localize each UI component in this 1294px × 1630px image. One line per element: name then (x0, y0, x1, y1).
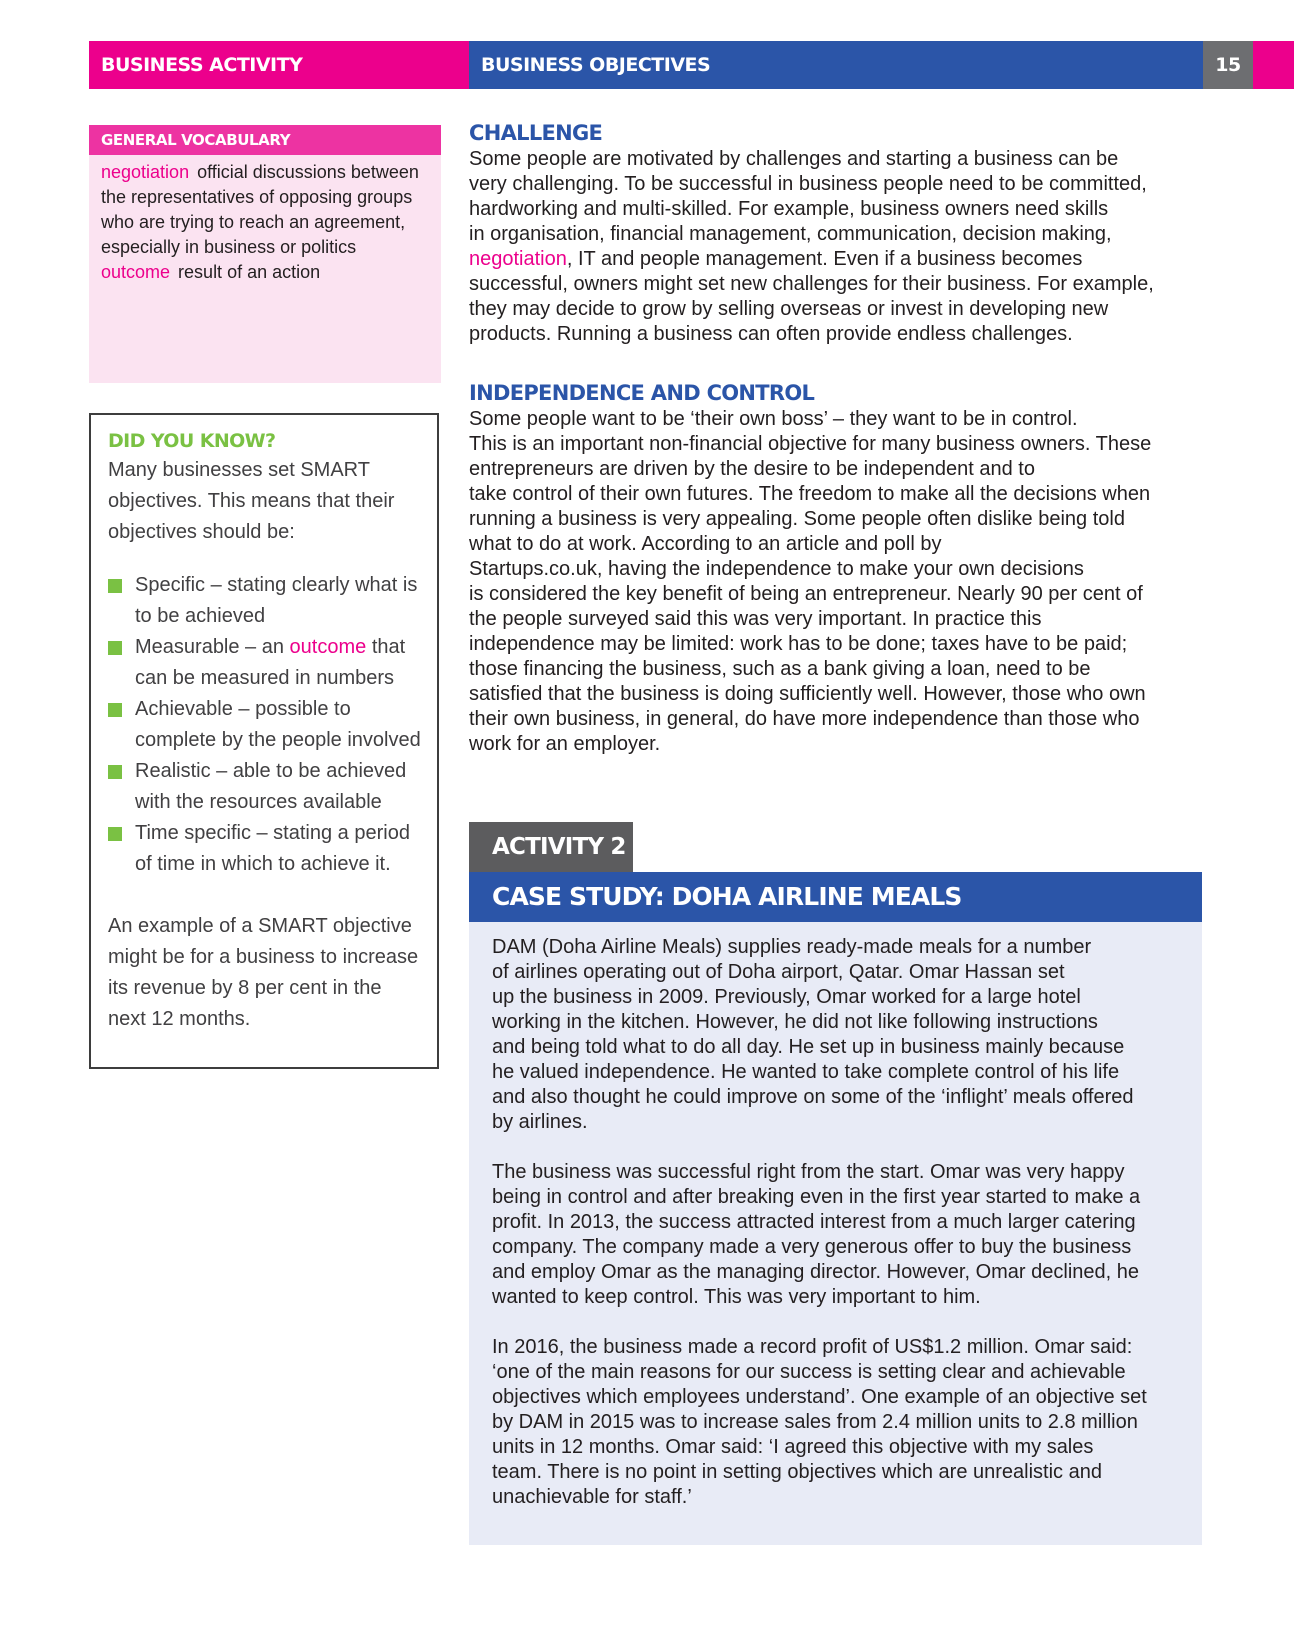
paragraph-line: Some people want to be ‘their own boss’ – they want to be in control. (469, 408, 1078, 430)
paragraph-line: they may decide to grow by selling overseas or invest in developing new (469, 298, 1109, 320)
smart-item-text: that (366, 636, 406, 658)
paragraph-line: by airlines. (492, 1111, 588, 1133)
paragraph-line: being in control and after breaking even in the first year started to make a (492, 1186, 1141, 1208)
smart-item-line: can be measured in numbers (135, 667, 395, 689)
paragraph-line: company. The company made a very generous offer to buy the business (492, 1236, 1132, 1258)
square-bullet-icon (108, 641, 122, 655)
smart-item-line: Time specific – stating a period (135, 822, 410, 844)
negotiation-term: negotiation (469, 248, 567, 270)
challenge-paragraph (469, 147, 1189, 347)
paragraph-line: wanted to keep control. This was very important to him. (492, 1286, 981, 1308)
smart-item-realistic (108, 756, 425, 818)
paragraph-line: and being told what to do all day. He set up in business mainly because (492, 1036, 1125, 1058)
square-bullet-icon (108, 579, 122, 593)
smart-item-specific (108, 570, 425, 632)
vocabulary-entry (101, 260, 433, 285)
paragraph-text: , IT and people management. Even if a business becomes (566, 248, 1083, 270)
smart-item-line (135, 632, 425, 663)
paragraph-line: take control of their own futures. The freedom to make all the decisions when (469, 483, 1151, 505)
did-you-know-title: DID YOU KNOW? (108, 430, 276, 452)
vocabulary-body (89, 155, 441, 285)
independence-heading: INDEPENDENCE AND CONTROL (469, 381, 815, 405)
smart-item-line: Achievable – possible to (135, 698, 351, 720)
smart-item-text: Measurable – an (135, 636, 290, 658)
paragraph-line: working in the kitchen. However, he did not like following instructions (492, 1011, 1098, 1033)
smart-item-line: Specific – stating clearly what is (135, 574, 418, 596)
paragraph-line: very challenging. To be successful in business people need to be committed, (469, 173, 1147, 195)
example-line: its revenue by 8 per cent in the (108, 977, 382, 999)
did-you-know-intro (108, 455, 425, 548)
vocabulary-definition-line: official discussions between (197, 162, 419, 182)
header-section-bar (89, 41, 469, 89)
smart-item-achievable (108, 694, 425, 756)
paragraph-line: is considered the key benefit of being an entrepreneur. Nearly 90 per cent of (469, 583, 1143, 605)
vocabulary-definition-line: especially in business or politics (101, 237, 357, 257)
header-section-title: BUSINESS ACTIVITY (101, 54, 303, 76)
paragraph-line: hardworking and multi-skilled. For example, business owners need skills (469, 198, 1109, 220)
paragraph-line: This is an important non-financial objective for many business owners. These (469, 433, 1152, 455)
intro-line: objectives should be: (108, 521, 295, 543)
paragraph-line: DAM (Doha Airline Meals) supplies ready-made meals for a number (492, 936, 1092, 958)
paragraph-line: objectives which employees understand’. One example of an objective set (492, 1386, 1147, 1408)
square-bullet-icon (108, 827, 122, 841)
paragraph-line: team. There is no point in setting objectives which are unrealistic and (492, 1461, 1102, 1483)
paragraph-line: independence may be limited: work has to be done; taxes have to be paid; (469, 633, 1128, 655)
header-chapter-title: BUSINESS OBJECTIVES (481, 54, 711, 76)
smart-item-line: of time in which to achieve it. (135, 853, 391, 875)
paragraph-line: what to do at work. According to an article and poll by (469, 533, 942, 555)
smart-list (108, 570, 425, 880)
case-study-title: CASE STUDY: DOHA AIRLINE MEALS (469, 872, 1202, 922)
outcome-term: outcome (289, 636, 367, 658)
paragraph-line: he valued independence. He wanted to take complete control of his life (492, 1061, 1120, 1083)
paragraph-line: ‘one of the main reasons for our success is setting clear and achievable (492, 1361, 1126, 1383)
vocabulary-term: outcome (101, 262, 171, 282)
paragraph-line: those financing the business, such as a bank giving a loan, need to be (469, 658, 1091, 680)
paragraph-line: by DAM in 2015 was to increase sales from 2.4 million units to 2.8 million (492, 1411, 1138, 1433)
example-line: might be for a business to increase (108, 946, 419, 968)
paragraph-line: entrepreneurs are driven by the desire to be independent and to (469, 458, 1035, 480)
paragraph-line: the people surveyed said this was very important. In practice this (469, 608, 1042, 630)
header-end-strip (1253, 41, 1294, 89)
case-study-paragraph (492, 935, 1202, 1135)
paragraph-line: In 2016, the business made a record profit of US$1.2 million. Omar said: (492, 1336, 1133, 1358)
paragraph-line: and employ Omar as the managing director. However, Omar declined, he (492, 1261, 1139, 1283)
vocabulary-title: GENERAL VOCABULARY (89, 125, 441, 155)
smart-item-measurable (108, 632, 425, 694)
paragraph-line: of airlines operating out of Doha airport, Qatar. Omar Hassan set (492, 961, 1065, 983)
example-line: next 12 months. (108, 1008, 251, 1030)
paragraph-line: work for an employer. (469, 733, 661, 755)
paragraph-line: their own business, in general, do have more independence than those who (469, 708, 1140, 730)
smart-example (108, 911, 425, 1035)
smart-item-line: with the resources available (135, 791, 382, 813)
paragraph-line: profit. In 2013, the success attracted interest from a much larger catering (492, 1211, 1136, 1233)
page-number-box (1203, 41, 1253, 89)
page-number: 15 (1215, 54, 1241, 76)
paragraph-line: up the business in 2009. Previously, Omar worked for a large hotel (492, 986, 1081, 1008)
case-study-body (469, 922, 1202, 1545)
vocabulary-entry (101, 160, 433, 260)
intro-line: objectives. This means that their (108, 490, 395, 512)
case-study-paragraph (492, 1160, 1202, 1310)
paragraph-line: units in 12 months. Omar said: ‘I agreed this objective with my sales (492, 1436, 1094, 1458)
header-chapter-bar (469, 41, 1203, 89)
square-bullet-icon (108, 703, 122, 717)
vocabulary-definition-line: result of an action (178, 262, 321, 282)
vocabulary-definition-line: the representatives of opposing groups (101, 187, 413, 207)
smart-item-time-specific (108, 818, 425, 880)
vocabulary-definition-line: who are trying to reach an agreement, (101, 212, 406, 232)
independence-paragraph (469, 407, 1189, 757)
paragraph-line: Some people are motivated by challenges and starting a business can be (469, 148, 1119, 170)
activity-tab: ACTIVITY 2 (469, 822, 633, 872)
did-you-know-box (89, 413, 439, 1069)
paragraph-line: Startups.co.uk, having the independence to make your own decisions (469, 558, 1084, 580)
vocabulary-box (89, 125, 441, 383)
paragraph-line: successful, owners might set new challenges for their business. For example, (469, 273, 1154, 295)
paragraph-line: The business was successful right from the start. Omar was very happy (492, 1161, 1125, 1183)
paragraph-line (469, 247, 1189, 272)
challenge-heading: CHALLENGE (469, 121, 603, 145)
vocabulary-term: negotiation (101, 162, 190, 182)
example-line: An example of a SMART objective (108, 915, 412, 937)
square-bullet-icon (108, 765, 122, 779)
paragraph-line: satisfied that the business is doing sufficiently well. However, those who own (469, 683, 1146, 705)
smart-item-line: Realistic – able to be achieved (135, 760, 407, 782)
smart-item-line: to be achieved (135, 605, 266, 627)
case-study-paragraph (492, 1335, 1202, 1510)
paragraph-line: in organisation, financial management, communication, decision making, (469, 223, 1112, 245)
paragraph-line: and also thought he could improve on some of the ‘inflight’ meals offered (492, 1086, 1134, 1108)
paragraph-line: products. Running a business can often provide endless challenges. (469, 323, 1073, 345)
paragraph-line: running a business is very appealing. Some people often dislike being told (469, 508, 1125, 530)
smart-item-line: complete by the people involved (135, 729, 421, 751)
paragraph-line: unachievable for staff.’ (492, 1486, 692, 1508)
intro-line: Many businesses set SMART (108, 459, 370, 481)
